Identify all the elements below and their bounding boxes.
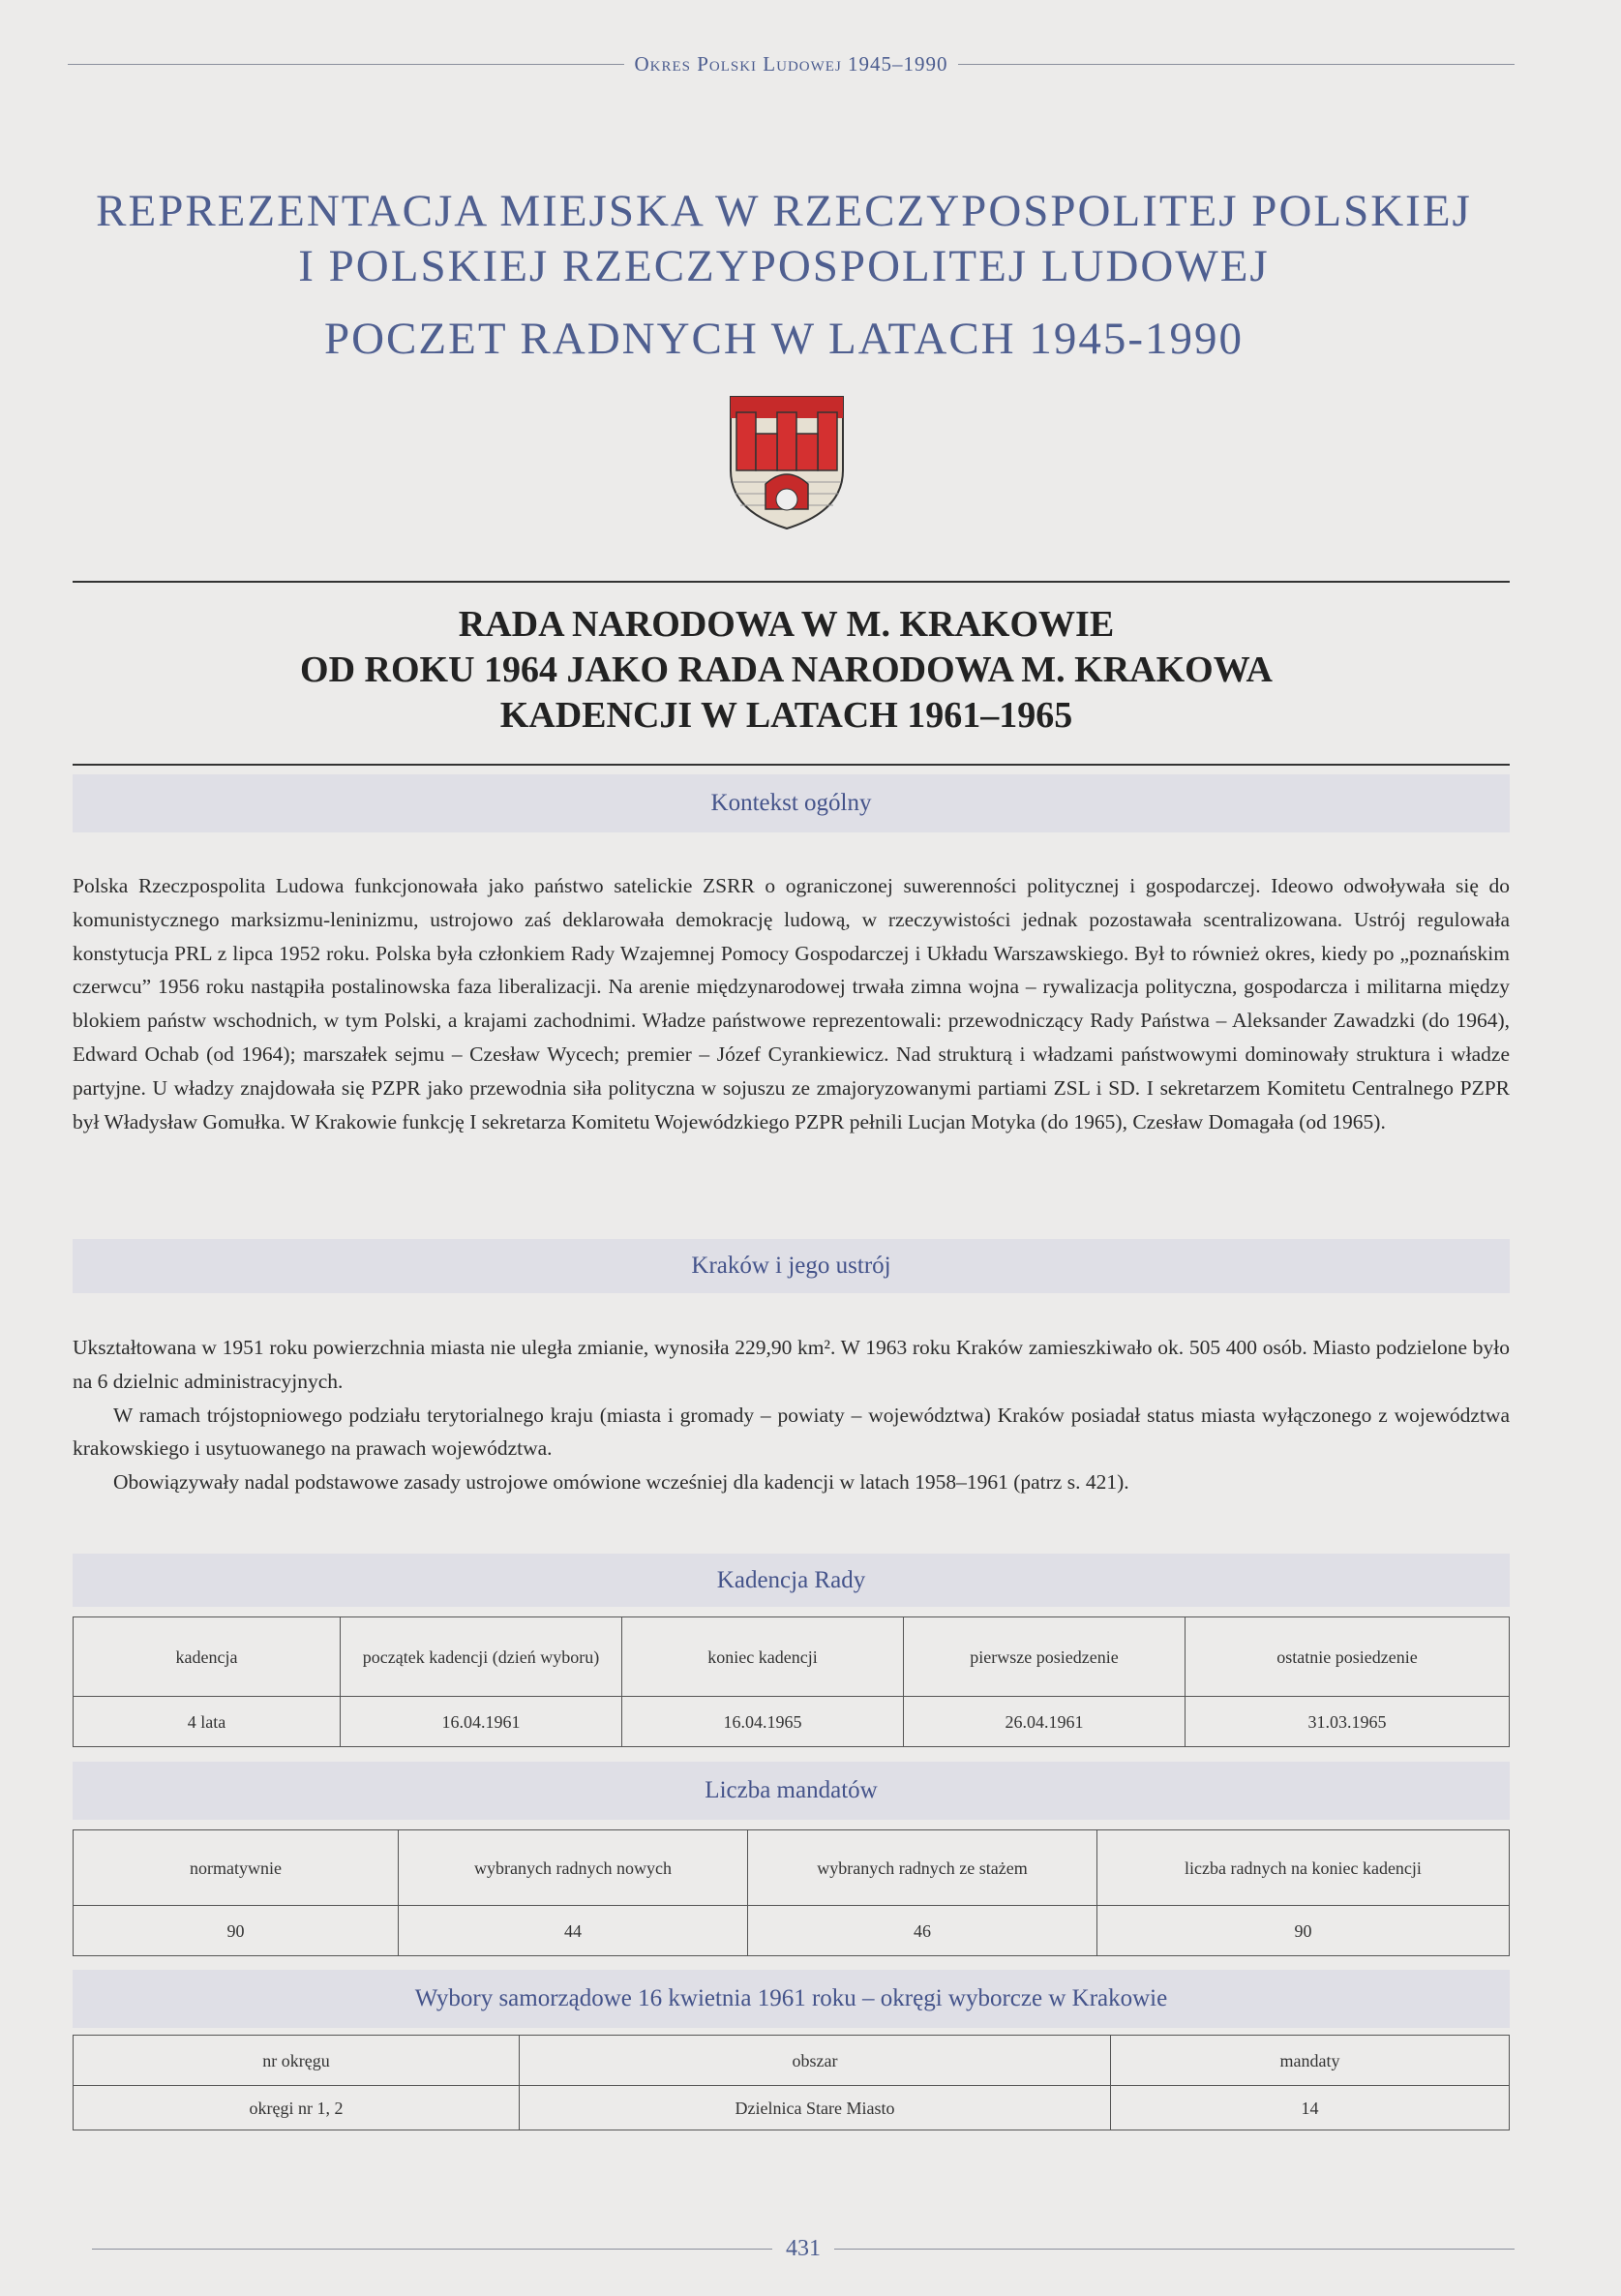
table-header-row (74, 1617, 1510, 1697)
table-header-cell: obszar (520, 2036, 1111, 2086)
section-kontekst-text (73, 869, 1510, 1138)
table-header-cell: początek kadencji (dzień wyboru) (341, 1617, 622, 1697)
title-line-2: I POLSKIEJ RZECZYPOSPOLITEJ LUDOWEJ (298, 241, 1270, 291)
heading-top-rule (73, 581, 1510, 583)
table-header-cell: wybranych radnych ze stażem (748, 1830, 1097, 1906)
table-cell: 26.04.1961 (904, 1697, 1186, 1747)
table-header-cell: pierwsze posiedzenie (904, 1617, 1186, 1697)
krakow-paragraph-2: W ramach trójstopniowego podziału terytorialnego kraju (miasta i gromady – powiaty – województwa) Kraków posiadał status miasta wyłączonego z województwa krakowskiego i usytuowanego na prawach województwa. (73, 1403, 1510, 1461)
table-header-cell: normatywnie (74, 1830, 399, 1906)
table-header-cell: mandaty (1111, 2036, 1510, 2086)
page-number: 431 (786, 2235, 821, 2261)
kontekst-paragraph: Polska Rzeczpospolita Ludowa funkcjonowała jako państwo satelickie ZSRR o ograniczonej suwerenności politycznej i gospodarczej. Ideowo odwoływała się do komunistycznego marksizmu-leninizmu, ustrojowo zaś deklarowała demokrację ludową, w rzeczywistości jednak pozostawała scentralizowana. Ustrój regulowała konstytucja PRL z lipca 1952 roku. Polska była członkiem Rady Wzajemnej Pomocy Gospodarczej i Układu Warszawskiego. Był to również okres, kiedy po „poznańskim czerwcu” 1956 roku nastąpiła postalinowska faza liberalizacji. Na arenie międzynarodowej trwała zimna wojna – rywalizacja polityczna, gospodarcza i militarna między blokiem państw wschodnich, w tym Polski, a krajami zachodnimi. Władze państwowe reprezentowali: przewodniczący Rady Państwa – Aleksander Zawadzki (do 1964), Edward Ochab (od 1964); marszałek sejmu – Czesław Wycech; premier – Józef Cyrankiewicz. Nad strukturą i władzami państwowymi dominowały struktura i władze partyjne. U władzy znajdowała się PZPR jako przewodnia siła polityczna w sojuszu ze zmajoryzowanymi partiami ZSL i SD. I sekretarzem Komitetu Centralnego PZPR był Władysław Gomułka. W Krakowie funkcję I sekretarza Komitetu Wojewódzkiego PZPR pełnili Lucjan Motyka (do 1965), Czesław Domagała (od 1965). (73, 874, 1510, 1133)
section-wybory-title: Wybory samorządowe 16 kwietnia 1961 roku – okręgi wyborcze w Krakowie (73, 1970, 1510, 2028)
council-heading-line-2: OD ROKU 1964 JAKO RADA NARODOWA M. KRAKOWA (300, 650, 1273, 690)
section-krakow-text (73, 1331, 1510, 1499)
table-header-cell: ostatnie posiedzenie (1186, 1617, 1510, 1697)
table-cell: 46 (748, 1906, 1097, 1956)
krakow-paragraph-1: Ukształtowana w 1951 roku powierzchnia miasta nie uległa zmianie, wynosiła 229,90 km². W 1963 roku Kraków zamieszkiwało ok. 505 400 osób. Miasto podzielone było na 6 dzielnic administracyjnych. (73, 1336, 1510, 1393)
section-kadencja-title: Kadencja Rady (73, 1554, 1510, 1607)
city-coat-of-arms-icon (729, 395, 845, 530)
table-header-row (74, 2036, 1510, 2086)
table-cell: 14 (1111, 2086, 1510, 2130)
table-header-cell: nr okręgu (74, 2036, 520, 2086)
table-cell: 90 (74, 1906, 399, 1956)
council-heading-line-1: RADA NARODOWA W M. KRAKOWIE (458, 604, 1115, 645)
table-cell: 16.04.1961 (341, 1697, 622, 1747)
table-cell: 31.03.1965 (1186, 1697, 1510, 1747)
table-header-row (74, 1830, 1510, 1906)
table-cell: 16.04.1965 (622, 1697, 904, 1747)
title-line-1: REPREZENTACJA MIEJSKA W RZECZYPOSPOLITEJ POLSKIEJ (96, 186, 1472, 236)
table-cell: 90 (1097, 1906, 1510, 1956)
table-cell: 4 lata (74, 1697, 341, 1747)
table-cell: Dzielnica Stare Miasto (520, 2086, 1111, 2130)
page-footer (92, 2236, 1515, 2261)
title-line-3: POCZET RADNYCH W LATACH 1945-1990 (323, 314, 1245, 364)
table-cell: 44 (399, 1906, 748, 1956)
running-header-text: Okres Polski Ludowej 1945–1990 (634, 51, 948, 76)
section-mandaty-title: Liczba mandatów (73, 1762, 1510, 1820)
section-krakow-title: Kraków i jego ustrój (73, 1239, 1510, 1293)
council-heading (0, 602, 1573, 739)
table-row (74, 1906, 1510, 1956)
table-header-cell: kadencja (74, 1617, 341, 1697)
table-header-cell: wybranych radnych nowych (399, 1830, 748, 1906)
table-header-cell: koniec kadencji (622, 1617, 904, 1697)
table-row (74, 1697, 1510, 1747)
mandaty-table (73, 1829, 1510, 1956)
table-cell: okręgi nr 1, 2 (74, 2086, 520, 2130)
kadencja-table (73, 1616, 1510, 1747)
table-header-cell: liczba radnych na koniec kadencji (1097, 1830, 1510, 1906)
council-heading-line-3: KADENCJI W LATACH 1961–1965 (499, 695, 1073, 736)
krakow-paragraph-3: Obowiązywały nadal podstawowe zasady ustrojowe omówione wcześniej dla kadencji w latach 1958–1961 (patrz s. 421). (113, 1470, 1129, 1495)
table-row (74, 2086, 1510, 2130)
wybory-table (73, 2035, 1510, 2130)
heading-bottom-rule (73, 764, 1510, 766)
section-kontekst-title: Kontekst ogólny (73, 774, 1510, 832)
running-header (68, 52, 1515, 76)
